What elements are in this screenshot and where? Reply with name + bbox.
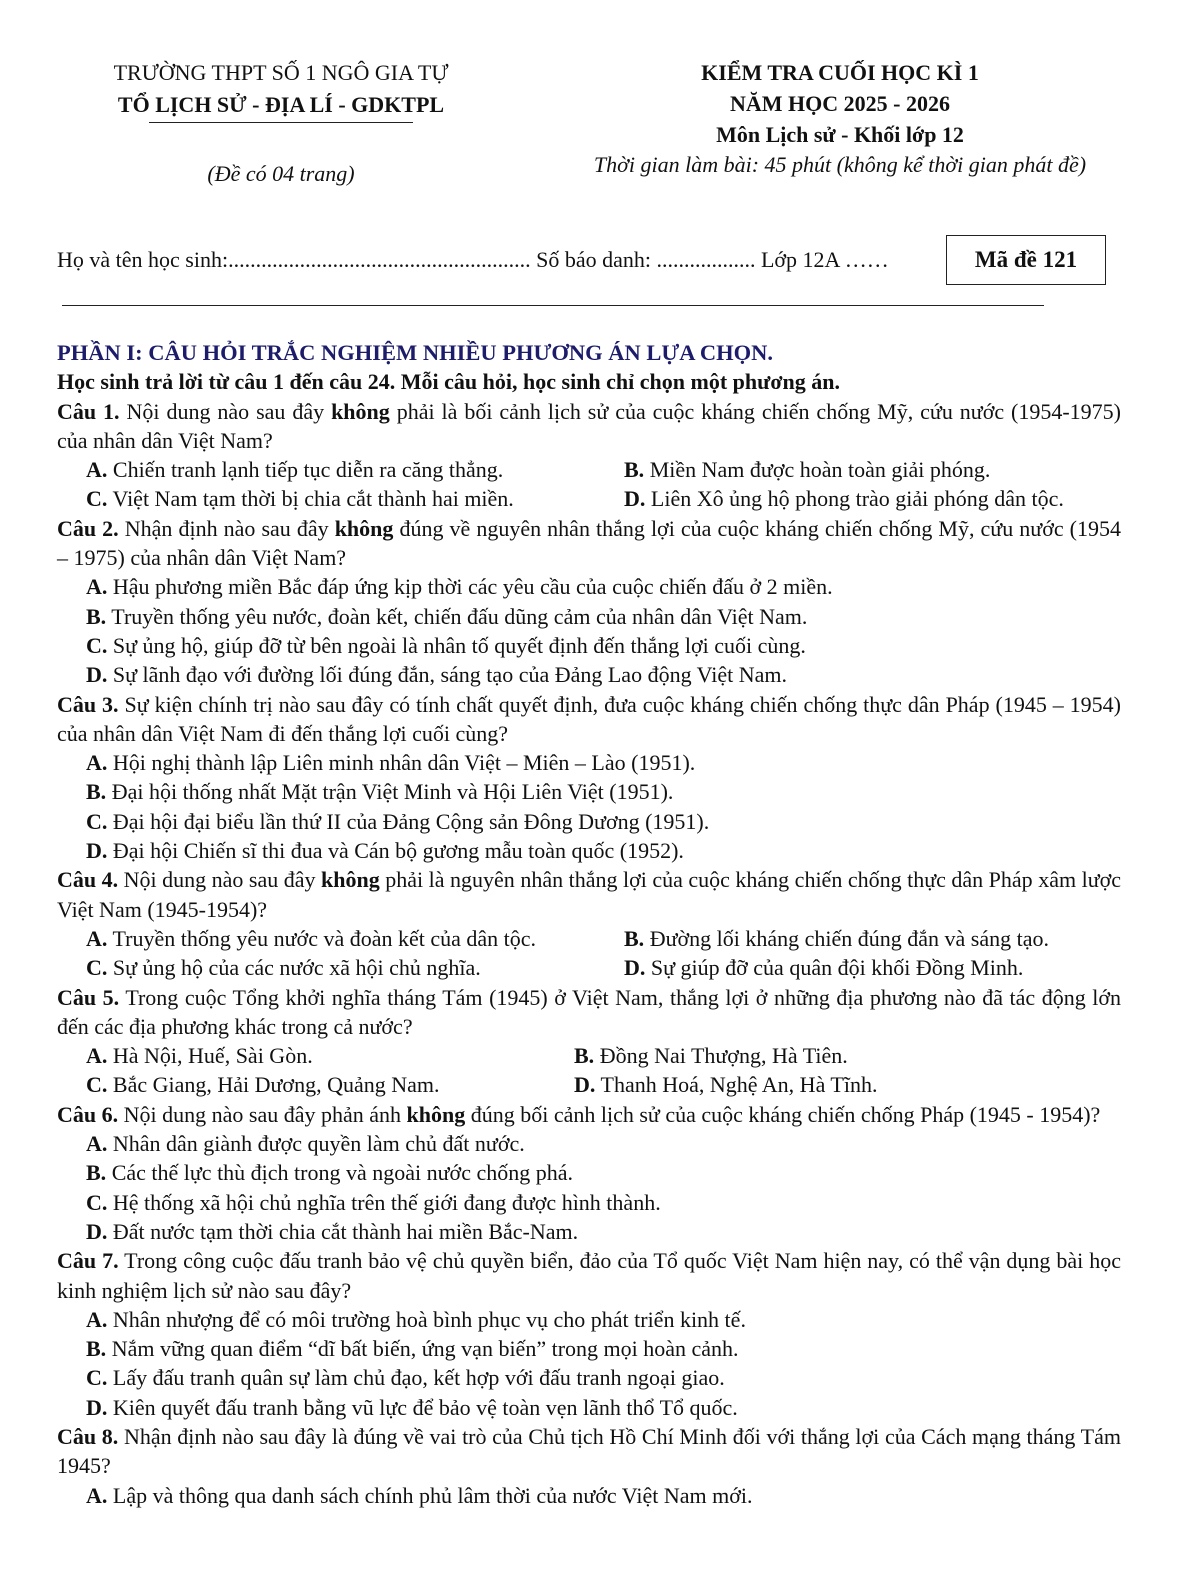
- question-emphasis: không: [406, 1101, 466, 1127]
- question-text: Sự kiện chính trị nào sau đây có tính chất quyết định, đưa cuộc kháng chiến chống thực dân Pháp (1945 – 1954) của nhân dân Việt Nam đi đến thắng lợi cuối cùng?: [57, 691, 1122, 746]
- question-1: [57, 397, 1121, 456]
- option-d: D. Sự lãnh đạo với đường lối đúng đắn, sáng tạo của Đảng Lao động Việt Nam.: [86, 662, 787, 688]
- question-8: [57, 1422, 1121, 1481]
- option-b: B. Miền Nam được hoàn toàn giải phóng.: [624, 457, 991, 483]
- option-b: B. Nắm vững quan điểm “dĩ bất biến, ứng vạn biến” trong mọi hoàn cảnh.: [86, 1336, 739, 1362]
- header-right: [560, 60, 1120, 178]
- option-a: A. Hậu phương miền Bắc đáp ứng kịp thời các yêu cầu của cuộc chiến đấu ở 2 miền.: [86, 574, 833, 600]
- header-underline: [149, 122, 413, 123]
- option-b: B. Đường lối kháng chiến đúng đắn và sáng tạo.: [624, 925, 1049, 951]
- question-emphasis: không: [334, 515, 394, 541]
- options-row: [57, 1041, 1121, 1070]
- part-title: PHẦN I: CÂU HỎI TRẮC NGHIỆM NHIỀU PHƯƠNG ÁN LỰA CHỌN.: [57, 340, 774, 365]
- option-b: B. Truyền thống yêu nước, đoàn kết, chiến đấu dũng cảm của nhân dân Việt Nam.: [86, 603, 808, 629]
- option-a: A. Chiến tranh lạnh tiếp tục diễn ra căng thẳng.: [86, 457, 504, 483]
- question-text: Nhận định nào sau đây là đúng về vai trò của Chủ tịch Hồ Chí Minh đối với thắng lợi của Cách mạng tháng Tám 1945?: [57, 1423, 1121, 1479]
- option-b: B. Các thế lực thù địch trong và ngoài nước chống phá.: [86, 1160, 573, 1186]
- option-c: C. Lấy đấu tranh quân sự làm chủ đạo, kết hợp với đấu tranh ngoại giao.: [86, 1365, 725, 1391]
- question-number: Câu 2.: [57, 515, 119, 541]
- class-label: Lớp 12A: [755, 247, 845, 272]
- question-5: [57, 983, 1121, 1042]
- option-c: C. Việt Nam tạm thời bị chia cắt thành hai miền.: [86, 486, 514, 512]
- options-row: [57, 455, 1121, 484]
- options-row: [57, 924, 1121, 953]
- pages-note: (Đề có 04 trang): [207, 161, 355, 186]
- question-emphasis: không: [331, 398, 390, 424]
- option-d: D. Liên Xô ủng hộ phong trào giải phóng dân tộc.: [624, 486, 1064, 512]
- header-left: [100, 60, 462, 187]
- option-c: C. Sự ủng hộ của các nước xã hội chủ nghĩa.: [86, 955, 481, 981]
- header-separator: [62, 305, 1044, 306]
- question-2: [57, 514, 1121, 573]
- exam-title: KIỂM TRA CUỐI HỌC KÌ 1: [701, 60, 979, 85]
- options-row: [57, 1070, 1121, 1099]
- question-text: đúng về nguyên nhân thắng lợi của cuộc kháng chiến chống Mỹ, cứu nước (1954 – 1975) của nhân dân Việt Nam?: [57, 515, 1121, 571]
- options-row: [57, 953, 1121, 982]
- name-field: .......................................................: [228, 247, 531, 272]
- option-a: A. Nhân dân giành được quyền làm chủ đất nước.: [86, 1131, 525, 1157]
- question-7: [57, 1246, 1121, 1305]
- question-text: Trong cuộc Tổng khởi nghĩa tháng Tám (1945) ở Việt Nam, thắng lợi ở những địa phương nào đã tác động lớn đến các địa phương khác trong cả nước?: [57, 984, 1122, 1039]
- question-text: phải là bối cảnh lịch sử của cuộc kháng chiến chống Mỹ, cứu nước (1954-1975) của nhân dân Việt Nam?: [57, 398, 1122, 453]
- exam-code-box: Mã đề 121: [946, 235, 1106, 285]
- subject-line: Môn Lịch sử - Khối lớp 12: [716, 122, 964, 147]
- option-d: D. Sự giúp đỡ của quân đội khối Đồng Minh.: [624, 955, 1024, 981]
- duration-line: Thời gian làm bài: 45 phút (không kể thời gian phát đề): [593, 152, 1087, 177]
- school-year: NĂM HỌC 2025 - 2026: [730, 91, 950, 116]
- department-name: TỔ LỊCH SỬ - ĐỊA LÍ - GDKTPL: [117, 92, 445, 117]
- option-c: C. Sự ủng hộ, giúp đỡ từ bên ngoài là nhân tố quyết định đến thắng lợi cuối cùng.: [86, 632, 806, 658]
- option-d: D. Thanh Hoá, Nghệ An, Hà Tĩnh.: [574, 1072, 878, 1098]
- question-text: Nội dung nào sau đây phản ánh: [118, 1101, 407, 1127]
- question-number: Câu 1.: [57, 398, 120, 424]
- option-d: D. Kiên quyết đấu tranh bằng vũ lực để bảo vệ toàn vẹn lãnh thổ Tổ quốc.: [86, 1394, 738, 1420]
- question-4: [57, 865, 1121, 924]
- question-text: đúng bối cảnh lịch sử của cuộc kháng chiến chống Pháp (1945 - 1954)?: [465, 1101, 1101, 1127]
- question-text: Nội dung nào sau đây: [118, 867, 322, 893]
- option-c: C. Bắc Giang, Hải Dương, Quảng Nam.: [86, 1072, 440, 1098]
- class-field: ……: [844, 247, 889, 272]
- question-number: Câu 6.: [57, 1101, 119, 1127]
- option-c: C. Đại hội đại biểu lần thứ II của Đảng Cộng sản Đông Dương (1951).: [86, 808, 710, 834]
- question-text: Nhận định nào sau đây: [118, 515, 335, 541]
- exam-body: [57, 338, 1121, 1510]
- question-text: Nội dung nào sau đây: [119, 398, 332, 424]
- option-a: A. Nhân nhượng để có môi trường hoà bình phục vụ cho phát triển kinh tế.: [86, 1306, 746, 1332]
- question-emphasis: không: [321, 867, 380, 893]
- option-c: C. Hệ thống xã hội chủ nghĩa trên thế giới đang được hình thành.: [86, 1189, 661, 1215]
- question-text: Trong công cuộc đấu tranh bảo vệ chủ quyền biển, đảo của Tổ quốc Việt Nam hiện nay, có thể vận dụng bài học kinh nghiệm lịch sử nào sau đây?: [57, 1248, 1122, 1303]
- option-a: A. Hà Nội, Huế, Sài Gòn.: [86, 1043, 313, 1069]
- part-instruction: Học sinh trả lời từ câu 1 đến câu 24. Mỗi câu hỏi, học sinh chỉ chọn một phương án.: [57, 369, 840, 395]
- student-info-line: [57, 247, 889, 273]
- question-number: Câu 7.: [57, 1248, 119, 1274]
- school-name: TRƯỜNG THPT SỐ 1 NGÔ GIA TỰ: [113, 60, 449, 85]
- question-3: [57, 690, 1121, 749]
- option-b: B. Đồng Nai Thượng, Hà Tiên.: [574, 1043, 848, 1069]
- question-number: Câu 4.: [57, 867, 119, 893]
- id-field: ..................: [656, 247, 756, 272]
- options-row: [57, 484, 1121, 513]
- option-a: A. Lập và thông qua danh sách chính phủ lâm thời của nước Việt Nam mới.: [86, 1482, 753, 1508]
- id-label: Số báo danh:: [530, 247, 657, 272]
- question-number: Câu 5.: [57, 984, 120, 1010]
- option-d: D. Đất nước tạm thời chia cắt thành hai miền Bắc-Nam.: [86, 1218, 579, 1244]
- option-d: D. Đại hội Chiến sĩ thi đua và Cán bộ gương mẫu toàn quốc (1952).: [86, 838, 684, 864]
- option-b: B. Đại hội thống nhất Mặt trận Việt Minh và Hội Liên Việt (1951).: [86, 779, 674, 805]
- question-number: Câu 3.: [57, 691, 119, 717]
- option-a: A. Truyền thống yêu nước và đoàn kết của dân tộc.: [86, 925, 537, 951]
- question-text: phải là nguyên nhân thắng lợi của cuộc kháng chiến chống thực dân Pháp xâm lược Việt Nam (1945-1954)?: [57, 867, 1122, 922]
- question-number: Câu 8.: [57, 1423, 119, 1449]
- option-a: A. Hội nghị thành lập Liên minh nhân dân Việt – Miên – Lào (1951).: [86, 750, 696, 776]
- question-6: [57, 1100, 1121, 1129]
- name-label: Họ và tên học sinh:: [57, 247, 229, 272]
